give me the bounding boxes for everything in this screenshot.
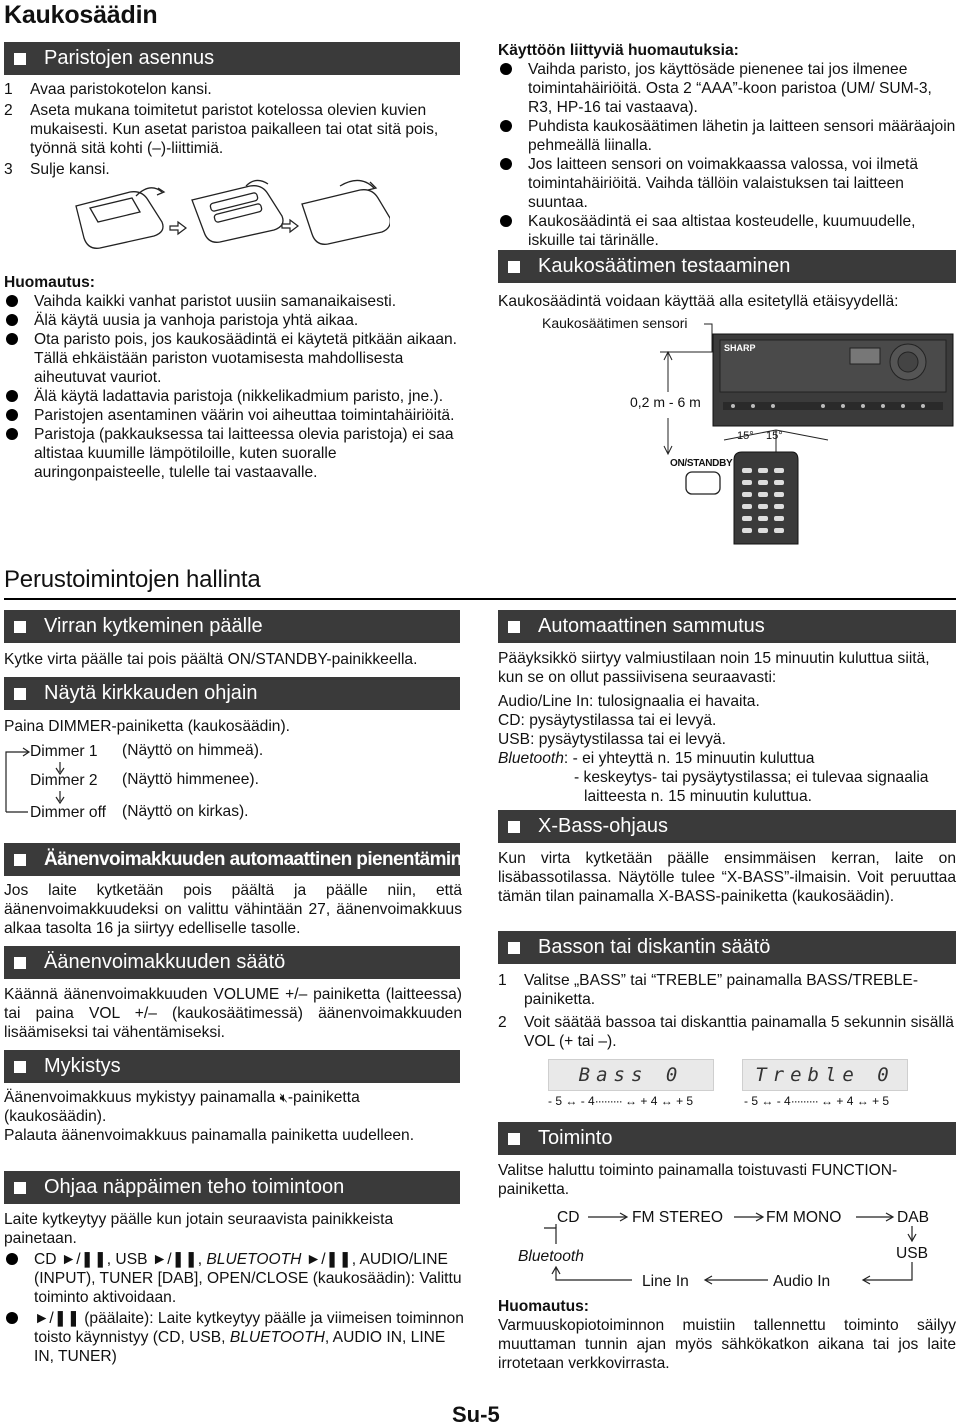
section-header-function: Toiminto [498, 1122, 956, 1155]
remote-open-icon [76, 192, 163, 249]
usage-item: Jos laitteen sensori on voimakkaassa valossa, voi ilmetä toimintahäiriöitä. Vaihda tällöin valaistuksen tai laitteen suuntaa. [498, 155, 956, 212]
square-bullet-icon [508, 621, 520, 633]
square-bullet-icon [14, 854, 26, 866]
section-header-bass: Basson tai diskantin säätö [498, 931, 956, 964]
func-fm-stereo: FM STEREO [632, 1209, 723, 1226]
lcd-treble-display: Treble 0 [742, 1059, 908, 1091]
bullet-icon [500, 158, 512, 170]
xbass-text: Kun virta kytketään päälle ensimmäisen kerran, laite on lisäbassotilassa. Näytölle tulee “X-BASS”-ilmaisin. Voit peruuttaa tämän tilan painamalla X-BASS-painiketta (kaukosäädin). [498, 850, 956, 905]
bullet-icon [500, 215, 512, 227]
divider [4, 598, 956, 600]
square-bullet-icon [508, 1133, 520, 1145]
note-item: Älä käytä uusia ja vanhoja paristoja yhtä aikaa. [4, 311, 466, 330]
section-header-autooff: Automaattinen sammutus [498, 610, 956, 643]
function-text: Valitse haluttu toiminto painamalla toistuvasti FUNCTION-painiketta. [498, 1162, 898, 1198]
bass-steps [498, 971, 956, 1051]
bullet-icon [6, 428, 18, 440]
mute-icon: 🔇︎ [279, 1090, 288, 1105]
lcd-bass-display: Bass 0 [548, 1059, 714, 1091]
square-bullet-icon [14, 621, 26, 633]
square-bullet-icon [14, 957, 26, 969]
note-item: Paristojen asentaminen väärin voi aiheuttaa toimintahäiriöitä. [4, 406, 466, 425]
on-standby-button-icon [686, 472, 720, 494]
arrow-both-icon: ↔ [625, 1094, 638, 1108]
square-bullet-icon [14, 688, 26, 700]
treble-scale: - 5 ↔ - 4········· ↔ + 4 ↔ + 5 [744, 1094, 890, 1108]
battery-installation-illustration [70, 178, 390, 258]
brand-logo: SHARP [724, 343, 756, 353]
func-line-in: Line In [642, 1273, 689, 1290]
func-audio-in: Audio In [773, 1273, 831, 1290]
dimmer-off-desc: (Näyttö on kirkas). [122, 803, 249, 820]
play-pause-icon: ►/❚❚ [34, 1310, 80, 1327]
section-header-xbass: X-Bass-ohjaus [498, 810, 956, 843]
dimmer-1-desc: (Näyttö on himmeä). [122, 742, 264, 759]
note-item: Ota paristo pois, jos kaukosäädintä ei käytetä pitkään aikaan. Tällä ehkäistään pariston vuotamisesta mahdollisesta aiheutuvat vauriot. [4, 330, 466, 387]
volume-text: Käännä äänenvoimakkuuden VOLUME +/– painiketta (laitteessa) tai paina VOL +/– (kaukosäätimessä) äänenvoimakkuuden lisäämiseksi tai vähentämiseksi. [4, 986, 462, 1041]
play-pause-icon: ►/❚❚ [60, 1251, 107, 1268]
usage-title: Käyttöön liittyviä huomautuksia: [498, 42, 739, 59]
dimmer-cycle-arrows [4, 742, 84, 820]
step-3: 3 Sulje kansi. [4, 161, 110, 178]
section-header-power: Virran kytkeminen päälle [4, 610, 460, 643]
note-item: Älä käytä ladattavia paristoja (nikkelikadmium paristo, jne.). [4, 387, 466, 406]
step-2: 2 Voit säätää bassoa tai diskanttia painamalla 5 sekunnin sisällä VOL (+ tai –). [498, 1014, 954, 1050]
direct-item: CD ►/❚❚, USB ►/❚❚, BLUETOOTH ►/❚❚, AUDIO/LINE (INPUT), TUNER [DAB], OPEN/CLOSE (kaukosäädin): Valittu toiminto aktivoidaan. [4, 1250, 464, 1307]
dimmer-2-desc: (Näyttö himmenee). [122, 771, 259, 788]
play-pause-icon: ►/❚❚ [151, 1251, 198, 1268]
func-cd: CD [557, 1209, 580, 1226]
sensor-label: Kaukosäätimen sensori [542, 315, 688, 331]
bullet-icon [6, 295, 18, 307]
square-bullet-icon [14, 53, 26, 65]
section-header-mute: Mykistys [4, 1050, 460, 1083]
note-title: Huomautus: [4, 274, 95, 291]
square-bullet-icon [508, 942, 520, 954]
func-usb: USB [896, 1245, 929, 1262]
arrow-both-icon: ↔ [565, 1094, 578, 1108]
bullet-icon [500, 120, 512, 132]
function-note: Huomautus: Varmuuskopiotoiminnon muistiin tallennettu toiminto säilyy muuttaman tunnin ajan myös sähkökatkon aikana tai jos laite irrotetaan verkkovirrasta. [498, 1298, 956, 1372]
section-header-direct: Ohjaa näppäimen teho toimintoon [4, 1171, 460, 1204]
square-bullet-icon [508, 261, 520, 273]
note-item: Paristoja (pakkauksessa tai laitteessa olevia paristoja) ei saa altistaa kuumille lämpötiloille, kuten suoralle auringonpaisteelle, tulelle tai vastaavalle. [4, 425, 466, 482]
section-header-battery: Paristojen asennus [4, 42, 460, 75]
square-bullet-icon [14, 1061, 26, 1073]
bullet-icon [6, 1253, 18, 1265]
dimmer-text: Paina DIMMER-painiketta (kaukosäädin). [4, 718, 291, 735]
function-cycle-arrows [500, 1200, 956, 1300]
func-dab: DAB [897, 1209, 930, 1226]
note-item: Vaihda kaikki vanhat paristot uusiin samanaikaisesti. [4, 292, 466, 311]
on-standby-label: ON/STANDBY [670, 458, 733, 469]
arrow-both-icon: ↔ [856, 1094, 869, 1108]
arrow-right-icon [170, 222, 186, 234]
remote-test-diagram [498, 312, 958, 547]
remote-closed-icon [302, 190, 390, 245]
step-2: 2 Aseta mukana toimitetut paristot kotelossa olevien kuvien mukaisesti. Kun asetat paristoa paikalleen tai otat sitä pois, työnnä sitä kohti (–)-liittimiä. [4, 102, 439, 157]
usage-notes [498, 41, 956, 250]
section-header-test: Kaukosäätimen testaaminen [498, 250, 956, 283]
step-1: 1 Avaa paristokotelon kansi. [4, 81, 212, 98]
usage-item: Puhdista kaukosäätimen lähetin ja laitteen sensori määräajoin pehmeällä liinalla. [498, 117, 956, 155]
section-title-basic: Perustoimintojen hallinta [4, 566, 261, 593]
bullet-icon [500, 63, 512, 75]
usage-item: Kaukosäädintä ei saa altistaa kosteudelle, kuumuudelle, iskuille tai tärinälle. [498, 212, 956, 250]
bullet-icon [6, 1312, 18, 1324]
direct-text: Laite kytkeytyy päälle kun jotain seuraavista painikkeista painetaan. CD ►/❚❚, USB ►/❚❚, BLUETOOTH ►/❚❚, AUDIO/LINE (INPUT), TUNER [DAB], OPEN/CLOSE (kaukosäädin): Valittu toiminto aktivoidaan. ►/❚❚ (päälaite): Laite kytkeytyy päälle ja viimeisen toiminnon toisto käynnistyy (CD, USB, BLUETOOTH, AUDIO IN, LINE IN, TUNER) [4, 1211, 464, 1365]
bullet-icon [6, 314, 18, 326]
bullet-icon [6, 390, 18, 402]
test-intro: Kaukosäädintä voidaan käyttää alla esitetyllä etäisyydellä: [498, 293, 899, 310]
square-bullet-icon [14, 1182, 26, 1194]
section-header-volume: Äänenvoimakkuuden säätö [4, 946, 460, 979]
page-title: Kaukosäädin [4, 1, 158, 29]
angle-left-label: 15° [737, 430, 754, 442]
remote-control-icon [734, 452, 798, 544]
power-text: Kytke virta päälle tai pois päältä ON/STANDBY-painikkeella. [4, 651, 418, 668]
arrow-both-icon: ↔ [660, 1094, 673, 1108]
func-bluetooth: Bluetooth [518, 1248, 584, 1265]
distance-label: 0,2 m - 6 m [630, 394, 701, 410]
angle-right-label: 15° [766, 430, 783, 442]
usage-item: Vaihda paristo, jos käyttösäde pienenee tai jos ilmenee toimintahäiriöitä. Osta 2 “AAA”-koon paristoa (UM/ SUM-3, R3, HP-16 tai vastaava). [498, 60, 956, 117]
play-pause-icon: ►/❚❚ [305, 1251, 352, 1268]
section-header-dimmer: Näytä kirkkauden ohjain [4, 677, 460, 710]
battery-notes [4, 273, 466, 482]
bullet-icon [6, 333, 18, 345]
autooff-text: Pääyksikkö siirtyy valmiustilaan noin 15 minuutin kuluttua siitä, kun se on ollut passiivisena seuraavasti: Audio/Line In: tulosignaalia ei havaita. CD: pysäytystilassa tai ei levyä. USB: pysäytystilassa tai ei levyä. Bluetooth: - ei yhteyttä n. 15 minuutin kuluttua - keskeytys- tai pysäytystilassa; ei tulevaa signaalia laitteesta n. 15 minuutin kuluttua. [498, 650, 930, 805]
dimmer-2-label: Dimmer 2 [30, 772, 98, 789]
arrow-both-icon: ↔ [821, 1094, 834, 1108]
mute-text: Äänenvoimakkuus mykistyy painamalla 🔇︎-painiketta (kaukosäädin). Palauta äänenvoimakkuus painamalla painiketta uudelleen. [4, 1089, 415, 1144]
dimmer-1-label: Dimmer 1 [30, 743, 98, 760]
autovolume-text: Jos laite kytketään pois päältä ja päälle niin, että äänenvoimakkuudeksi on valittu vähintään 27, äänenvoimakkuus alkaa tasolta 16 ja siirtyy edelliselle tasolle. [4, 882, 462, 937]
battery-steps [4, 80, 462, 179]
section-header-autovolume: Äänenvoimakkuuden automaattinen pienentäminen [4, 843, 460, 876]
arrow-right-icon [282, 220, 298, 232]
bullet-icon [6, 409, 18, 421]
bass-scale: - 5 ↔ - 4········· ↔ + 4 ↔ + 5 [548, 1094, 694, 1108]
square-bullet-icon [508, 821, 520, 833]
arrow-both-icon: ↔ [761, 1094, 774, 1108]
func-fm-mono: FM MONO [766, 1209, 842, 1226]
direct-item: ►/❚❚ (päälaite): Laite kytkeytyy päälle ja viimeisen toiminnon toisto käynnistyy (CD, USB, BLUETOOTH, AUDIO IN, LINE IN, TUNER) [4, 1309, 464, 1366]
page-number: Su-5 [452, 1402, 500, 1427]
dimmer-off-label: Dimmer off [30, 804, 106, 821]
step-1: 1 Valitse „BASS” tai “TREBLE” painamalla BASS/TREBLE-painiketta. [498, 972, 919, 1008]
